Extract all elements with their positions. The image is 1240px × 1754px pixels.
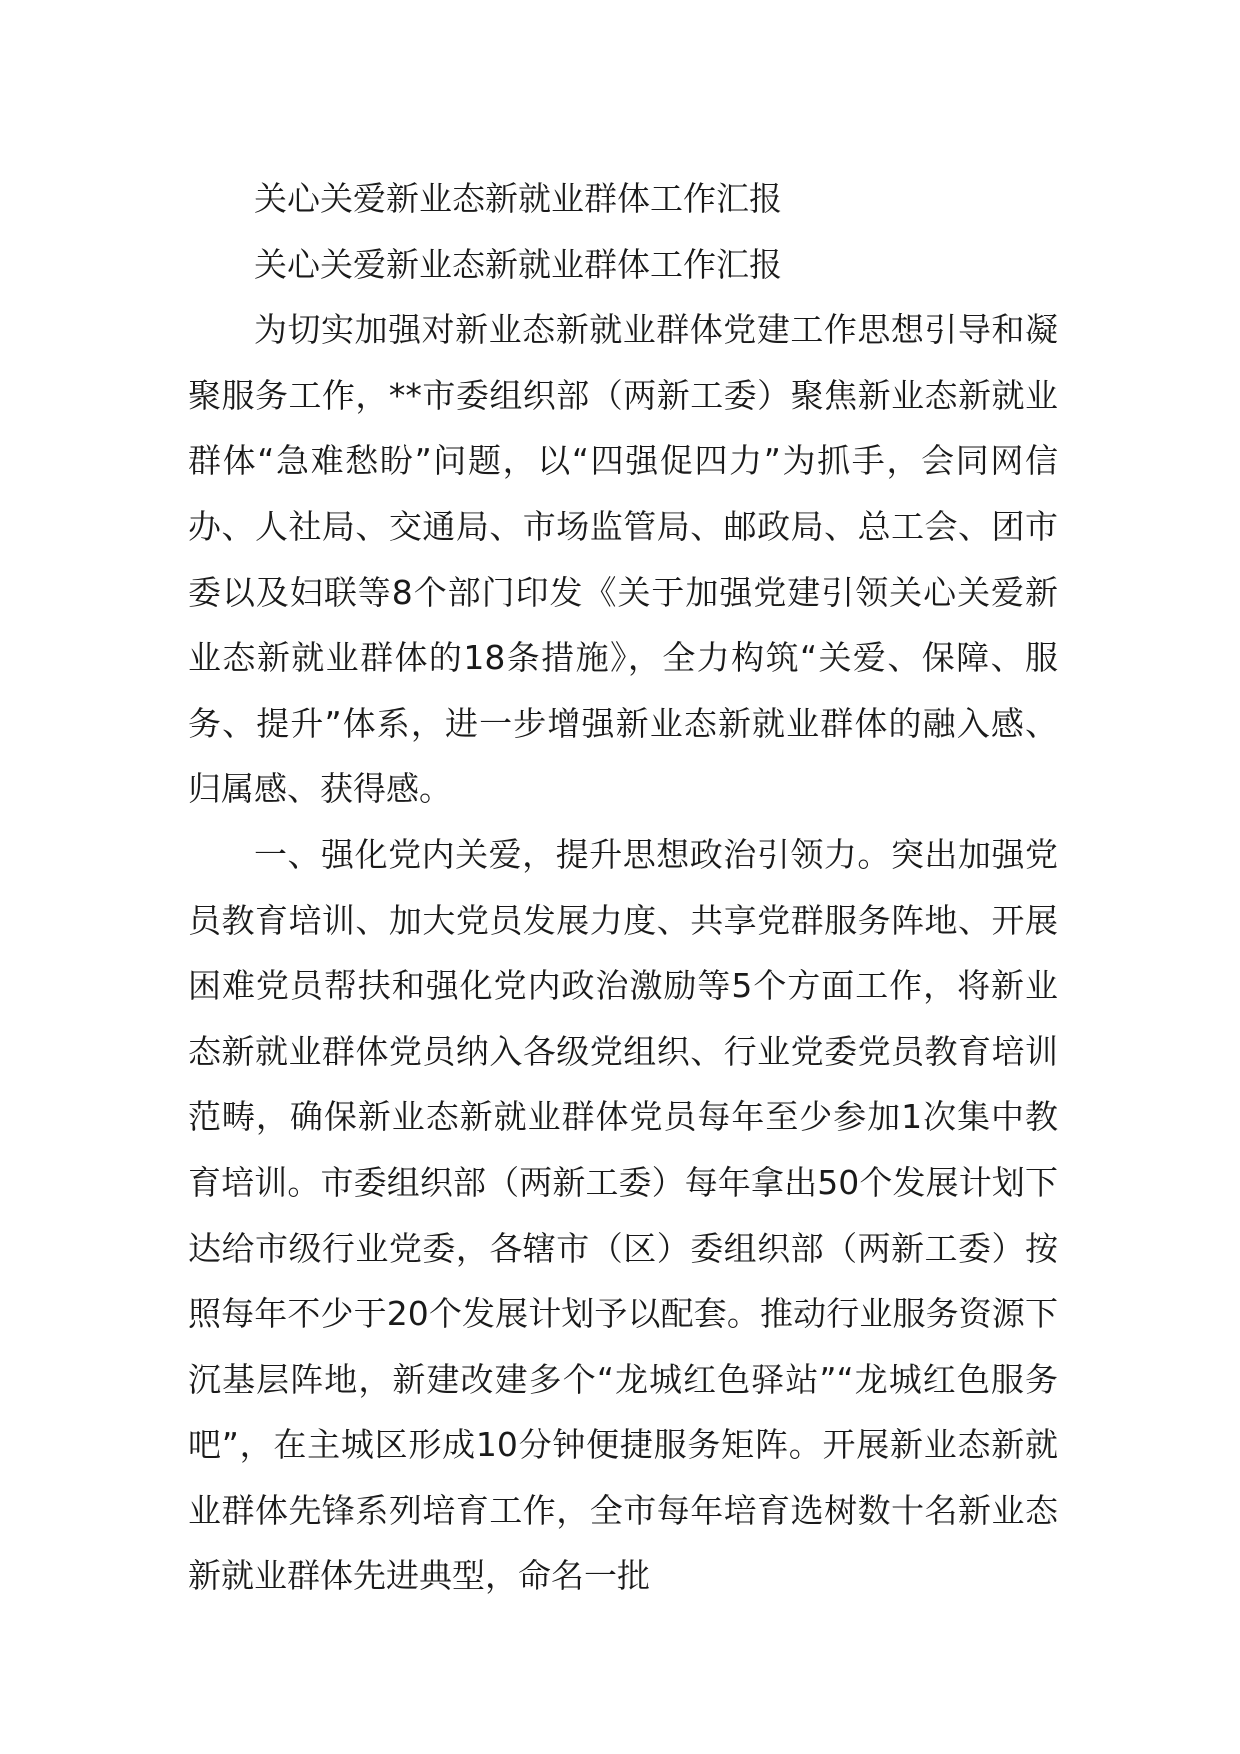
intro-paragraph: 为切实加强对新业态新就业群体党建工作思想引导和凝聚服务工作，**市委组织部（两新工委）聚焦新业态新就业群体“急难愁盼”问题，以“四强促四力”为抓手，会同网信办、人社局、交通局、市场监管局、邮政局、总工会、团市委以及妇联等8个部门印发《关于加强党建引领关心关爱新业态新就业群体的18条措施》，全力构筑“关爱、保障、服务、提升”体系，进一步增强新业态新就业群体的融入感、归属感、获得感。: [188, 310, 1058, 809]
document-body: [188, 166, 1058, 1609]
document-title: 关心关爱新业态新就业群体工作汇报: [254, 179, 782, 218]
document-subtitle: 关心关爱新业态新就业群体工作汇报: [254, 244, 782, 284]
section-one-paragraph: 一、强化党内关爱，提升思想政治引领力。突出加强党员教育培训、加大党员发展力度、共享党群服务阵地、开展困难党员帮扶和强化党内政治激励等5个方面工作，将新业态新就业群体党员纳入各级党组织、行业党委党员教育培训范畴，确保新业态新就业群体党员每年至少参加1次集中教育培训。市委组织部（两新工委）每年拿出50个发展计划下达给市级行业党委，各辖市（区）委组织部（两新工委）按照每年不少于20个发展计划予以配套。推动行业服务资源下沉基层阵地，新建改建多个“龙城红色驿站”“龙城红色服务吧”，在主城区形成10分钟便捷服务矩阵。开展新业态新就业群体先锋系列培育工作，全市每年培育选树数十名新业态新就业群体先进典型，命名一批: [188, 834, 1058, 1596]
